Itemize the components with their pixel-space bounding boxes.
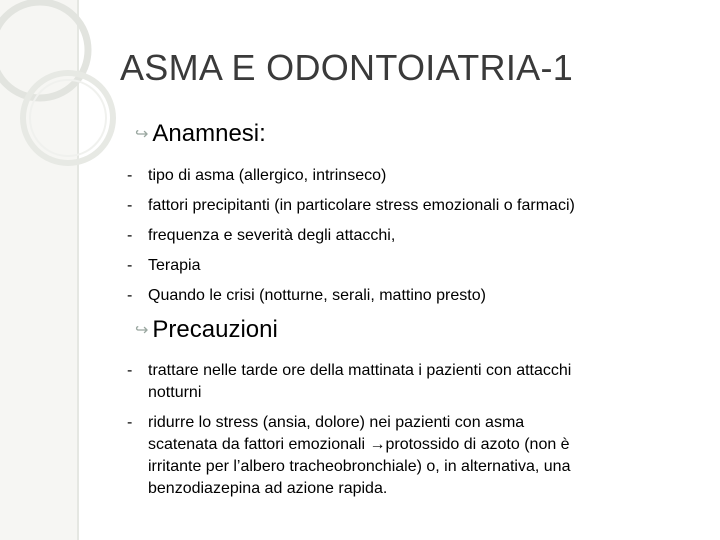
list-dash: -	[127, 227, 133, 244]
list-item-line: irritante per l’albero tracheobronchiale) o, in alternativa, una	[148, 458, 571, 475]
curved-arrow-bullet-icon: ↪	[135, 126, 149, 143]
list-item-line: notturni	[148, 384, 202, 401]
list-dash: -	[127, 362, 133, 379]
list-dash: -	[127, 257, 133, 274]
section-heading-precauzioni: ↪ Precauzioni	[135, 316, 278, 343]
list-dash: -	[127, 414, 133, 431]
curved-arrow-bullet-icon: ↪	[135, 322, 149, 339]
list-dash: -	[127, 197, 133, 214]
list-item: Quando le crisi (notturne, serali, mattino presto)	[148, 287, 486, 304]
list-item-line: benzodiazepina ad azione rapida.	[148, 480, 388, 497]
list-dash: -	[127, 167, 133, 184]
slide-title: ASMA E ODONTOIATRIA-1	[120, 47, 574, 88]
list-item-line: ridurre lo stress (ansia, dolore) nei pazienti con asma	[148, 414, 525, 431]
list-item: tipo di asma (allergico, intrinseco)	[148, 167, 387, 184]
list-item: fattori precipitanti (in particolare stress emozionali o farmaci)	[148, 197, 575, 214]
list-dash: -	[127, 287, 133, 304]
list-item-line: scatenata da fattori emozionali →protossido di azoto (non è	[148, 436, 570, 453]
list-item: frequenza e severità degli attacchi,	[148, 227, 396, 244]
list-item-line: trattare nelle tarde ore della mattinata i pazienti con attacchi	[148, 362, 572, 379]
section-heading-anamnesi: ↪ Anamnesi:	[135, 120, 266, 147]
list-item: Terapia	[148, 257, 201, 274]
